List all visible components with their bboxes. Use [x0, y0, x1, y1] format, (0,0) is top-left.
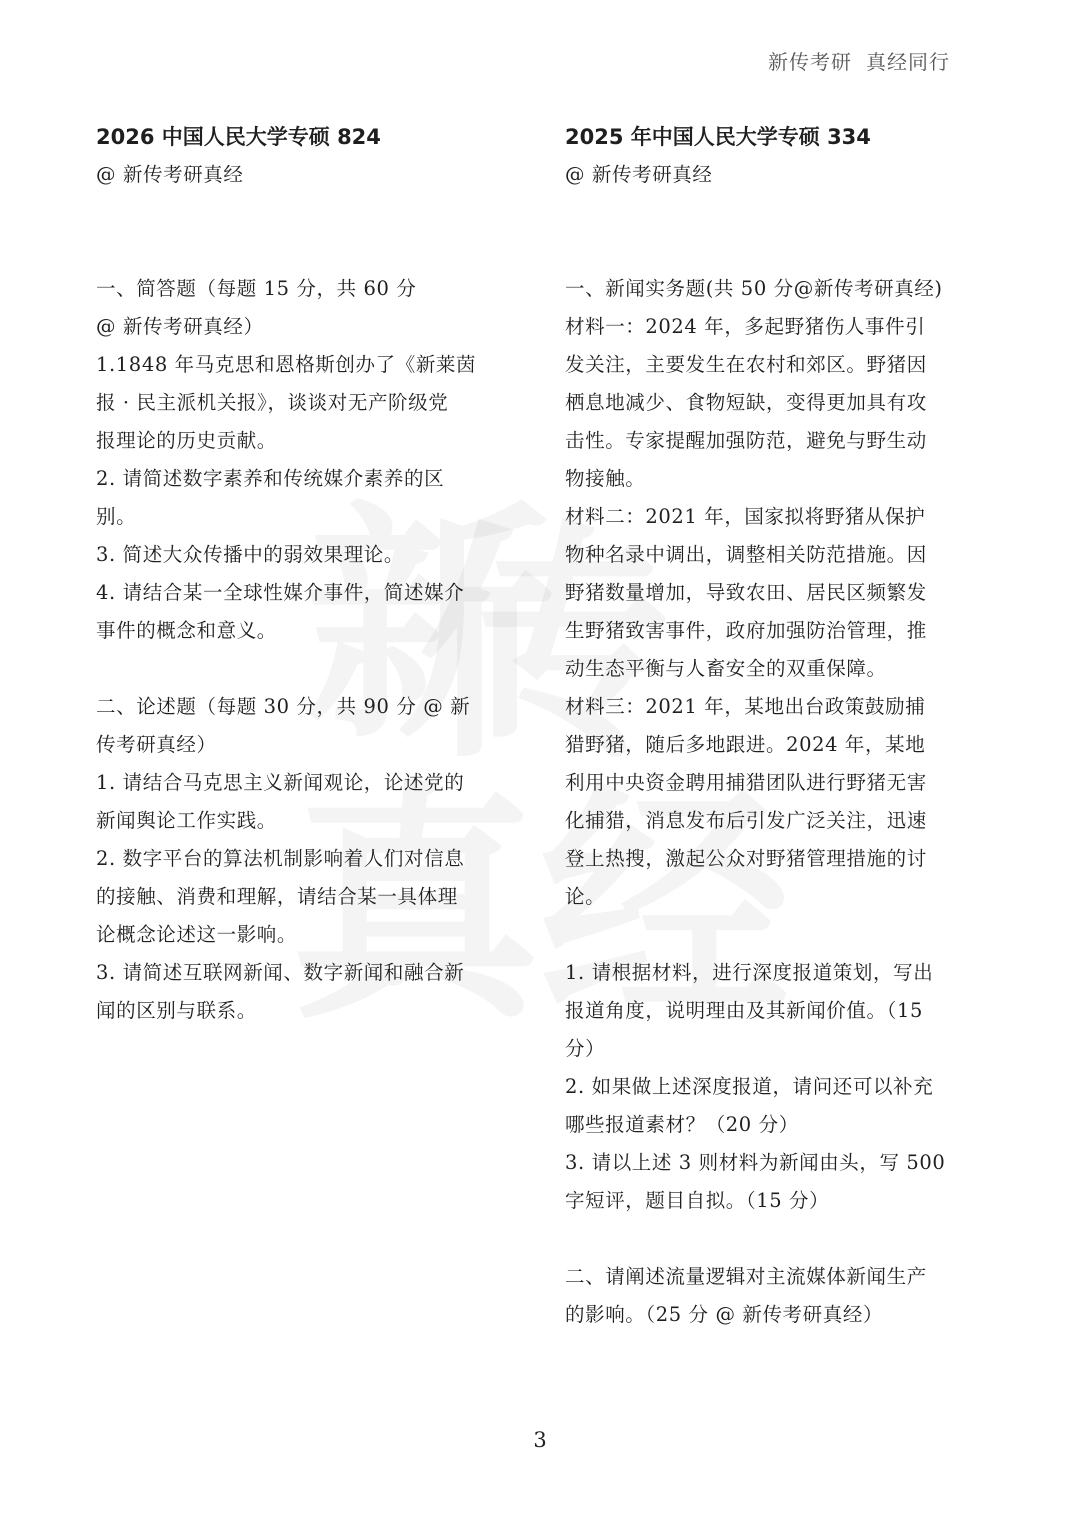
- text-line: 1.1848 年马克思和恩格斯创办了《新莱茵: [96, 353, 477, 376]
- left-column: [96, 118, 488, 1030]
- text-line: 别。: [96, 505, 137, 528]
- text-line: 3. 请简述互联网新闻、数字新闻和融合新: [96, 961, 465, 984]
- text-line: 生野猪致害事件，政府加强防治管理，推: [565, 619, 927, 642]
- right-section-practice: [565, 270, 957, 916]
- left-section-short-answer: [96, 270, 488, 650]
- page-number: 3: [533, 1428, 547, 1452]
- right-section-questions: [565, 954, 957, 1220]
- text-line: 野猪数量增加，导致农田、居民区频繁发: [565, 581, 927, 604]
- text-line: 1. 请根据材料，进行深度报道策划，写出: [565, 961, 934, 984]
- text-line: 栖息地减少、食物短缺，变得更加具有攻: [565, 391, 927, 414]
- text-line: 新闻舆论工作实践。: [96, 809, 277, 832]
- text-line: 物种名录中调出，调整相关防范措施。因: [565, 543, 927, 566]
- text-line: 一、简答题（每题 15 分，共 60 分: [96, 277, 417, 300]
- text-line: 利用中央资金聘用捕猎团队进行野猪无害: [565, 771, 927, 794]
- text-line: 二、请阐述流量逻辑对主流媒体新闻生产: [565, 1265, 927, 1288]
- text-line: 化捕猎，消息发布后引发广泛关注，迅速: [565, 809, 927, 832]
- text-line: 材料一：2024 年，多起野猪伤人事件引: [565, 315, 926, 338]
- text-line: 材料三：2021 年，某地出台政策鼓励捕: [565, 695, 926, 718]
- text-line: 哪些报道素材？（20 分）: [565, 1113, 799, 1136]
- text-line: 1. 请结合马克思主义新闻观论，论述党的: [96, 771, 465, 794]
- text-line: 的接触、消费和理解，请结合某一具体理: [96, 885, 458, 908]
- text-line: 登上热搜，激起公众对野猪管理措施的讨: [565, 847, 927, 870]
- text-line: 3. 请以上述 3 则材料为新闻由头，写 500: [565, 1151, 946, 1174]
- text-line: 4. 请结合某一全球性媒介事件，简述媒介: [96, 581, 465, 604]
- right-credit: @ 新传考研真经: [565, 163, 713, 186]
- text-line: 材料二：2021 年，国家拟将野猪从保护: [565, 505, 926, 528]
- text-line: 2. 请简述数字素养和传统媒介素养的区: [96, 467, 445, 490]
- text-line: 物接触。: [565, 467, 646, 490]
- text-line: 一、新闻实务题(共 50 分@新传考研真经): [565, 277, 943, 300]
- header-slogan: 真经同行: [866, 50, 950, 74]
- text-line: 猎野猪，随后多地跟进。2024 年，某地: [565, 733, 926, 756]
- text-line: 2. 如果做上述深度报道，请问还可以补充: [565, 1075, 934, 1098]
- text-line: 动生态平衡与人畜安全的双重保障。: [565, 657, 887, 680]
- left-section-essay: [96, 688, 488, 1030]
- text-line: 分）: [565, 1037, 606, 1060]
- text-line: 论。: [565, 885, 606, 908]
- text-line: 论概念论述这一影响。: [96, 923, 298, 946]
- text-line: 报理论的历史贡献。: [96, 429, 277, 452]
- text-line: 字短评，题目自拟。（15 分）: [565, 1189, 830, 1212]
- page-header: [768, 46, 950, 75]
- text-line: @ 新传考研真经）: [96, 315, 264, 338]
- text-line: 传考研真经）: [96, 733, 217, 756]
- left-credit: @ 新传考研真经: [96, 163, 244, 186]
- text-line: 报道角度，说明理由及其新闻价值。（15: [565, 999, 923, 1022]
- text-line: 二、论述题（每题 30 分，共 90 分 @ 新: [96, 695, 471, 718]
- left-exam-title: 2026 中国人民大学专硕 824: [96, 125, 381, 149]
- text-line: 事件的概念和意义。: [96, 619, 277, 642]
- right-column: [565, 118, 957, 1334]
- right-section-essay: [565, 1258, 957, 1334]
- header-brand: 新传考研: [768, 50, 852, 74]
- right-exam-title: 2025 年中国人民大学专硕 334: [565, 125, 871, 149]
- text-line: 2. 数字平台的算法机制影响着人们对信息: [96, 847, 465, 870]
- text-line: 闻的区别与联系。: [96, 999, 257, 1022]
- text-line: 发关注，主要发生在农村和郊区。野猪因: [565, 353, 927, 376]
- text-line: 击性。专家提醒加强防范，避免与野生动: [565, 429, 927, 452]
- text-line: 报 · 民主派机关报》，谈谈对无产阶级党: [96, 391, 449, 414]
- text-line: 的影响。（25 分 @ 新传考研真经）: [565, 1303, 884, 1326]
- text-line: 3. 简述大众传播中的弱效果理论。: [96, 543, 405, 566]
